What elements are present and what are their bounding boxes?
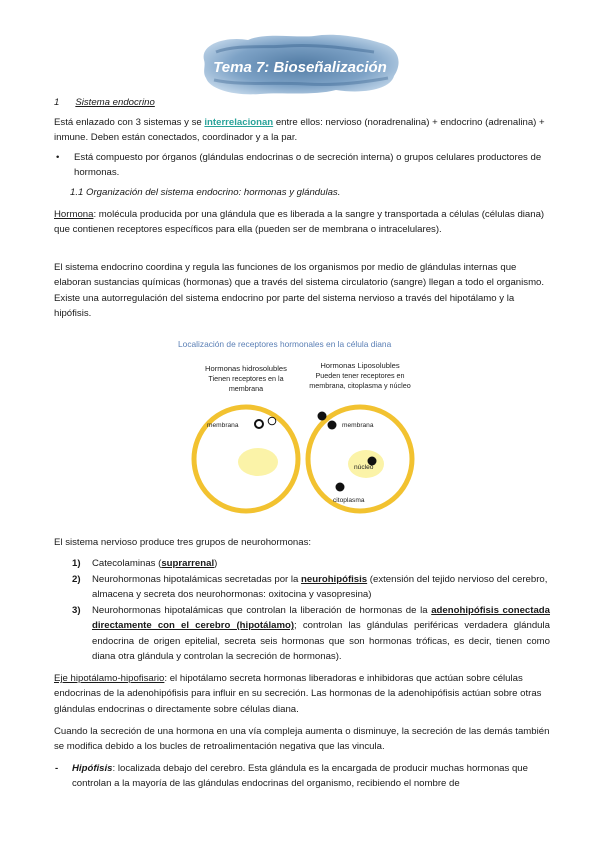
right-sub2: membrana, citoplasma y núcleo — [309, 381, 411, 390]
hormona-text: : molécula producida por una glándula que es liberada a la sangre y transportada a células (células diana) que contienen receptores específicos para ella (pueden ser de membrana o intracelulares). — [54, 209, 545, 236]
hipofisis-paragraph — [72, 761, 550, 792]
hormona-definition — [54, 207, 550, 238]
paragraph-retroalimentacion: Cuando la secreción de una hormona en una vía compleja aumenta o disminuye, la secreción de las demás también se modifica debido a los bucles de retroalimentación negativa que las vincula. — [54, 726, 550, 753]
figure-title: Localización de receptores hormonales en la célula diana — [178, 339, 392, 349]
list-item-3-bold: adenohipófisis conectada directamente con el cerebro (hipotálamo) — [92, 605, 550, 632]
subsection-heading — [70, 185, 550, 200]
section-number: 1 — [54, 97, 60, 108]
label-membrana-left: membrana — [207, 422, 239, 429]
list-item-3-end: ; controlan las glándulas periféricas verdadera glándula endocrina de origen epitelial, secreta seis hormonas que son hormonas tróficas, es decir, tienen como diana otra glándula y controlan la secreción de hormonas). — [92, 620, 550, 662]
paragraph-sistema-endocrino: El sistema endocrino coordina y regula las funciones de los organismos por medio de glándulas internas que elaboran sustancias químicas (hormonas) que a través del sistema circulatorio (sangre) llegan a todo el organismo. Existe una autorregulación del sistema endocrino por parte del sistema nervioso a través del hipotálamo y la hipófisis. — [54, 262, 545, 319]
list-item-2-end: (extensión del tejido nervioso del cerebro, almacena y secreta dos neurohormonas: oxitocina y vasopresina) — [92, 574, 548, 601]
hipofisis-text: : localizada debajo del cerebro. Esta glándula es la encargada de producir muchas hormonas que controlan a la mayoría de las glándulas endocrinas del organismo, recibiendo el nombre de — [72, 763, 528, 790]
paragraph-neurohormonas: El sistema nervioso produce tres grupos de neurohormonas: — [54, 537, 312, 548]
intro-highlight-link[interactable]: interrelacionan — [204, 117, 274, 128]
right-cytoplasm-receptor — [336, 483, 345, 492]
left-cell-nucleus — [238, 448, 278, 476]
list-item-1-text: Catecolaminas ( — [92, 558, 162, 569]
intro-text-1: Está enlazado con 3 sistemas y se — [54, 117, 205, 128]
section-heading — [54, 95, 550, 110]
right-membrane-receptor — [328, 421, 337, 430]
left-hormone — [268, 417, 276, 425]
list-item-1 — [92, 556, 550, 571]
list-item-3-text: Neurohormonas hipotalámicas que controlan la liberación de hormonas de la — [92, 605, 432, 616]
intro-text-2: entre ellos: nervioso (noradrenalina) + endocrino (adrenalina) + inmune. Deben están conectados, coordinador y a la par. — [54, 117, 545, 144]
receptor-figure — [176, 336, 446, 516]
right-heading: Hormonas Liposolubles — [320, 361, 400, 370]
subsection-title: Organización del sistema endocrino: hormonas y glándulas. — [86, 187, 341, 198]
hipofisis-dash: - — [55, 763, 59, 774]
hipofisis-term: Hipófisis — [72, 763, 113, 774]
label-citoplasma: citoplasma — [333, 497, 365, 504]
label-nucleo: núcleo — [354, 464, 374, 471]
list-item-2-bold: neurohipófisis — [301, 574, 368, 585]
left-heading: Hormonas hidrosolubles — [205, 364, 287, 373]
list-item-3 — [92, 603, 550, 664]
list-num-2: 2) — [72, 574, 81, 585]
list-item-2-text: Neurohormonas hipotalámicas secretadas por la — [92, 574, 302, 585]
eje-paragraph — [54, 671, 550, 717]
bullet-text: Está compuesto por órganos (glándulas endocrinas o de secreción interna) o grupos celulares productores de hormonas. — [74, 152, 542, 179]
left-receptor — [255, 420, 263, 428]
list-num-3: 3) — [72, 605, 81, 616]
list-num-1: 1) — [72, 558, 81, 569]
left-sub1: Tienen receptores en la — [208, 374, 284, 383]
eje-text: : el hipotálamo secreta hormonas liberadoras e inhibidoras que actúan sobre células endocrinas de la adenohipófisis para influir en su secreción. Las hormonas de la adenohipófisis actúan sobre otras glándulas endocrinas o directamente sobre células diana. — [54, 673, 542, 715]
right-hormone-outside — [318, 412, 327, 421]
label-membrana-right: membrana — [342, 422, 374, 429]
intro-paragraph — [54, 115, 550, 146]
title-banner — [196, 30, 404, 98]
eje-term: Eje hipotálamo-hipofisario — [54, 673, 165, 684]
section-title: Sistema endocrino — [75, 97, 155, 108]
list-item-2 — [92, 572, 550, 603]
bullet-icon: • — [56, 152, 60, 163]
right-sub1: Pueden tener receptores en — [315, 371, 405, 380]
left-sub2: membrana — [228, 384, 264, 393]
banner-title: Tema 7: Bioseñalización — [213, 59, 387, 76]
subsection-number: 1.1 — [70, 187, 84, 198]
list-item-1-end: ) — [214, 558, 218, 569]
hormona-term: Hormona — [54, 209, 94, 220]
list-item-1-bold: suprarrenal — [161, 558, 215, 569]
